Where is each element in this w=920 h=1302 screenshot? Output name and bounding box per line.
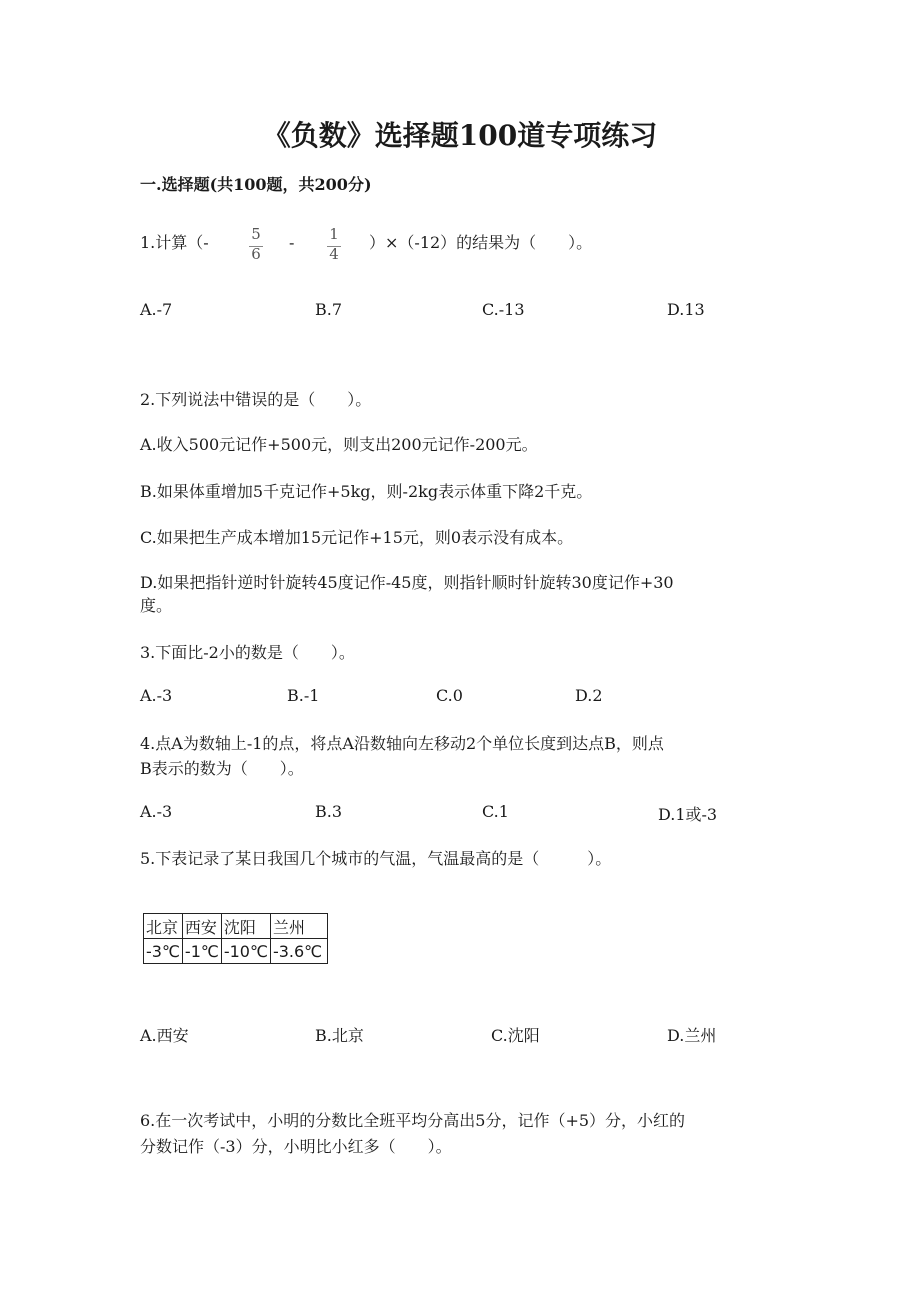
q4-option-a: A.-3 <box>140 802 173 821</box>
table-cell: 西安 <box>182 914 221 939</box>
q6-stem-line1: 6.在一次考试中，小明的分数比全班平均分高出5分，记作（+5）分，小红的 <box>140 1111 686 1130</box>
q2-option-b: B.如果体重增加5千克记作+5kg，则-2kg表示体重下降2千克。 <box>140 482 593 501</box>
table-cell: 北京 <box>144 914 183 939</box>
section-heading: 一.选择题(共100题，共200分) <box>140 175 372 194</box>
q1-frac1-numerator: 5 <box>251 225 261 243</box>
q5-option-d: D.兰州 <box>667 1026 717 1045</box>
q5-option-a: A.西安 <box>140 1026 189 1045</box>
q4-stem-line2: B表示的数为（ ）。 <box>140 759 304 778</box>
table-cell: -1℃ <box>182 939 221 964</box>
table-cell: -3℃ <box>144 939 183 964</box>
page-title: 《负数》选择题100道专项练习 <box>262 119 658 152</box>
q1-option-d: D.13 <box>667 300 705 319</box>
q4-stem-line1: 4.点A为数轴上-1的点，将点A沿数轴向左移动2个单位长度到达点B，则点 <box>140 734 664 753</box>
q4-option-c: C.1 <box>482 802 509 821</box>
q1-prefix: 1.计算（- <box>140 233 209 252</box>
q4-option-b: B.3 <box>315 802 343 821</box>
q1-frac2-numerator: 1 <box>329 225 339 243</box>
q2-option-d: D.如果把指针逆时针旋转45度记作-45度，则指针顺时针旋转30度记作+30 <box>140 573 674 592</box>
temperature-table <box>143 913 328 964</box>
table-cell: -3.6℃ <box>270 939 327 964</box>
q3-option-d: D.2 <box>575 686 603 705</box>
q4-option-d: D.1或-3 <box>658 805 718 824</box>
table-cell: 沈阳 <box>221 914 270 939</box>
q6-stem-line2: 分数记作（-3）分，小明比小红多（ ）。 <box>140 1137 452 1156</box>
q1-option-a: A.-7 <box>140 300 173 319</box>
q1-option-c: C.-13 <box>482 300 525 319</box>
q2-option-c: C.如果把生产成本增加15元记作+15元，则0表示没有成本。 <box>140 528 574 547</box>
q5-option-c: C.沈阳 <box>491 1026 540 1045</box>
q1-minus: - <box>289 233 295 252</box>
table-row-cities <box>144 914 328 939</box>
q3-option-a: A.-3 <box>140 686 173 705</box>
table-cell: 兰州 <box>270 914 327 939</box>
q3-stem: 3.下面比-2小的数是（ ）。 <box>140 643 355 662</box>
q1-frac2-denominator: 4 <box>329 245 339 263</box>
q3-option-b: B.-1 <box>287 686 320 705</box>
q1-option-b: B.7 <box>315 300 343 319</box>
table-cell: -10℃ <box>221 939 270 964</box>
q3-option-c: C.0 <box>436 686 463 705</box>
q2-option-a: A.收入500元记作+500元，则支出200元记作-200元。 <box>140 435 538 454</box>
q1-suffix: ）×（-12）的结果为（ ）。 <box>369 233 593 252</box>
q5-option-b: B.北京 <box>315 1026 364 1045</box>
q1-frac1-denominator: 6 <box>251 245 261 263</box>
q5-stem: 5.下表记录了某日我国几个城市的气温，气温最高的是（ ）。 <box>140 849 612 868</box>
q2-stem: 2.下列说法中错误的是（ ）。 <box>140 390 372 409</box>
q2-option-d-cont: 度。 <box>140 596 173 615</box>
table-row-temps <box>144 939 328 964</box>
